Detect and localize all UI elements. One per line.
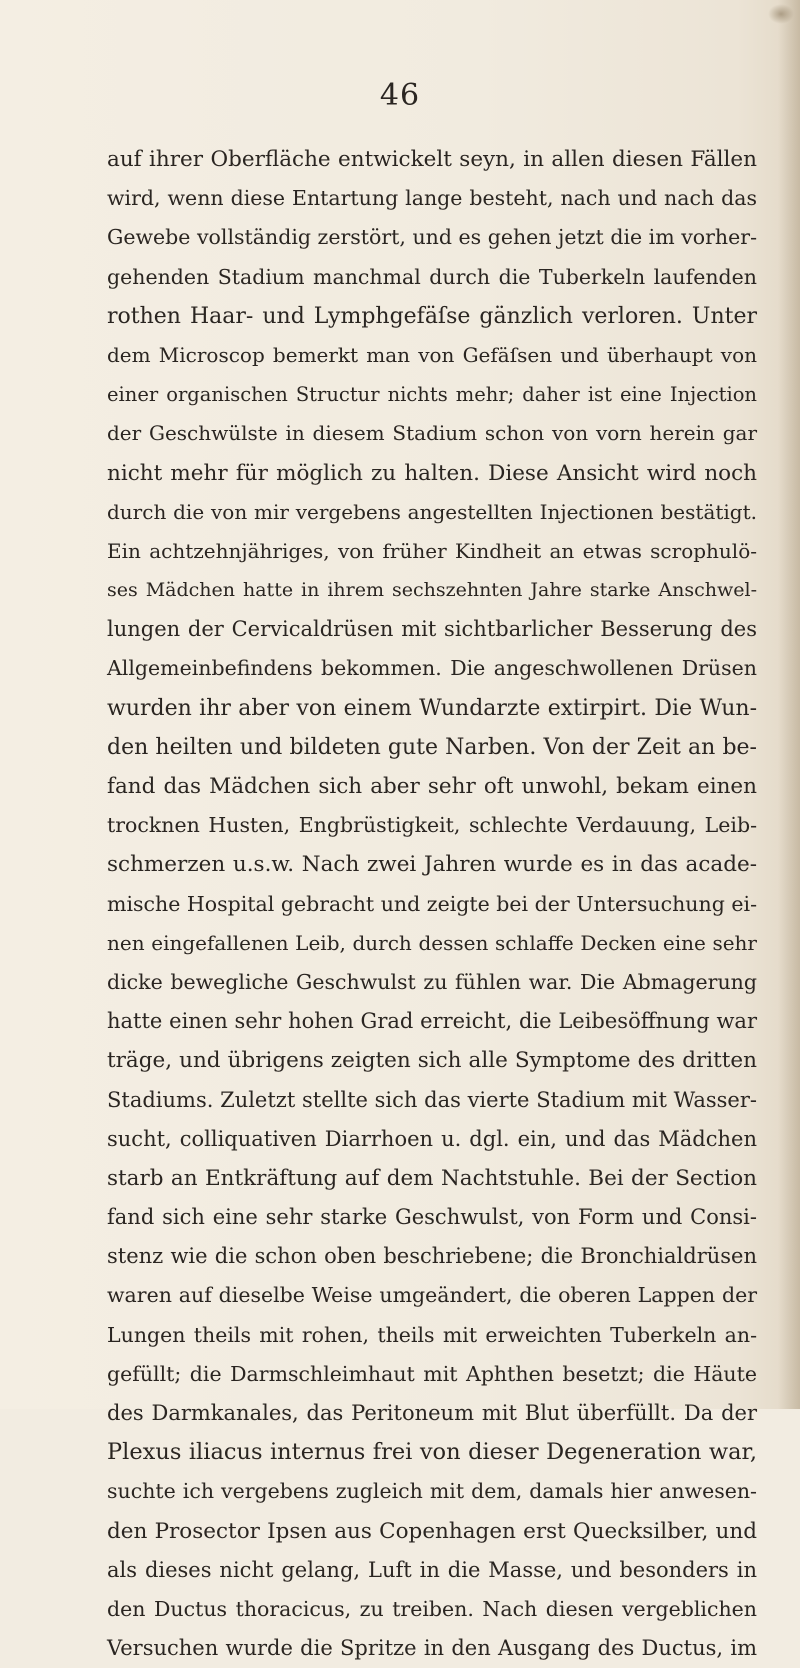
text-line: sucht, colliquativen Diarrhoen u. dgl. ein, und das Mädchen — [107, 1126, 757, 1151]
text-line: der Geschwülste in diesem Stadium schon von vorn herein gar — [107, 421, 757, 446]
text-line: den heilten und bildeten gute Narben. Von der Zeit an be- — [107, 734, 757, 760]
text-line: Gewebe vollständig zerstört, und es gehen jetzt die im vorher- — [107, 225, 757, 250]
text-line: stenz wie die schon oben beschriebene; die Bronchialdrüsen — [107, 1244, 757, 1269]
text-line: trocknen Husten, Engbrüstigkeit, schlechte Verdauung, Leib- — [107, 813, 757, 838]
text-line: hatte einen sehr hohen Grad erreicht, die Leibesöffnung war — [107, 1009, 757, 1034]
text-line: Lungen theils mit rohen, theils mit erweichten Tuberkeln an- — [107, 1322, 757, 1347]
page-edge-shadow — [778, 0, 800, 1409]
text-line: suchte ich vergebens zugleich mit dem, damals hier anwesen- — [107, 1479, 757, 1504]
text-line: rothen Haar- und Lymphgefäſse gänzlich verloren. Unter — [107, 303, 757, 329]
text-line: Allgemeinbefindens bekommen. Die angeschwollenen Drüsen — [107, 656, 757, 681]
text-line: Ein achtzehnjähriges, von früher Kindheit an etwas scrophulö- — [107, 538, 757, 563]
text-line: lungen der Cervicaldrüsen mit sichtbarlicher Besserung des — [107, 617, 757, 642]
text-line: nicht mehr für möglich zu halten. Diese Ansicht wird noch — [107, 460, 757, 486]
text-line: waren auf dieselbe Weise umgeändert, die oberen Lappen der — [107, 1283, 757, 1308]
text-line: ses Mädchen hatte in ihrem sechszehnten Jahre starke Anschwel- — [107, 579, 757, 602]
text-line: wird, wenn diese Entartung lange besteht, nach und nach das — [107, 186, 757, 211]
text-line: wurden ihr aber von einem Wundarzte extirpirt. Die Wun- — [107, 695, 757, 721]
text-line: schmerzen u.s.w. Nach zwei Jahren wurde es in das acade- — [107, 852, 757, 878]
text-line: dicke bewegliche Geschwulst zu fühlen war. Die Abmagerung — [107, 969, 757, 994]
text-line: Plexus iliacus internus frei von dieser Degeneration war, — [107, 1439, 757, 1466]
text-line: des Darmkanales, das Peritoneum mit Blut überfüllt. Da der — [107, 1401, 757, 1425]
text-line: starb an Entkräftung auf dem Nachtstuhle. Bei der Section — [107, 1165, 757, 1191]
text-line: auf ihrer Oberfläche entwickelt seyn, in allen diesen Fällen — [107, 147, 757, 172]
text-line: den Prosector Ipsen aus Copenhagen erst Quecksilber, und — [107, 1518, 757, 1544]
text-line: den Ductus thoracicus, zu treiben. Nach diesen vergeblichen — [107, 1596, 757, 1621]
text-line: gefüllt; die Darmschleimhaut mit Aphthen besetzt; die Häute — [107, 1361, 757, 1386]
text-line: fand das Mädchen sich aber sehr oft unwohl, bekam einen — [107, 774, 757, 799]
text-line: fand sich eine sehr starke Geschwulst, von Form und Consi- — [107, 1205, 757, 1230]
text-line: Versuchen wurde die Spritze in den Ausgang des Ductus, im — [107, 1636, 757, 1661]
page-number: 46 — [379, 78, 421, 113]
text-line: Stadiums. Zuletzt stellte sich das vierte Stadium mit Wasser- — [107, 1087, 757, 1112]
text-line: mische Hospital gebracht und zeigte bei der Untersuchung ei- — [107, 891, 757, 916]
text-line: als dieses nicht gelang, Luft in die Masse, und besonders in — [107, 1557, 757, 1582]
body-text — [107, 140, 757, 1668]
text-line: nen eingefallenen Leib, durch dessen schlaffe Decken eine sehr — [107, 930, 757, 955]
text-line: gehenden Stadium manchmal durch die Tuberkeln laufenden — [107, 264, 757, 289]
text-line: durch die von mir vergebens angestellten Injectionen bestätigt. — [107, 499, 757, 524]
text-line: dem Microscop bemerkt man von Gefäſsen und überhaupt von — [107, 342, 757, 367]
text-line: einer organischen Structur nichts mehr; daher ist eine Injection — [107, 383, 757, 407]
page-corner-stain — [768, 4, 794, 24]
text-line: träge, und übrigens zeigten sich alle Symptome des dritten — [107, 1048, 757, 1074]
